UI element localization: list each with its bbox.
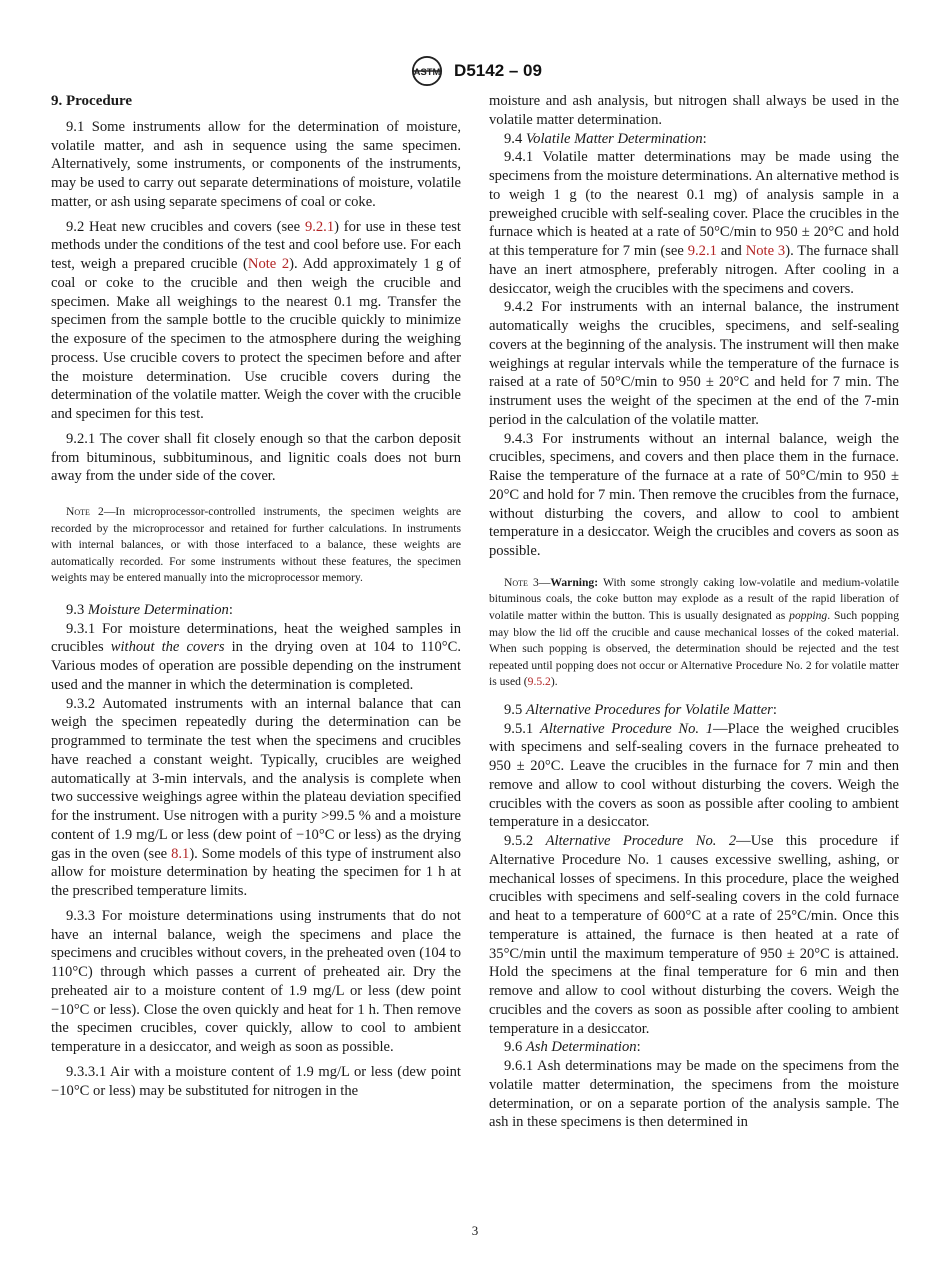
heading-9-4: 9.4 Volatile Matter Determination:	[504, 130, 707, 147]
xref-8-1[interactable]: 8.1	[171, 845, 190, 862]
xref-9-5-2[interactable]: 9.5.2	[527, 675, 551, 689]
svg-text:ASTM: ASTM	[413, 65, 441, 77]
heading-9-6: 9.6 Ash Determination:	[504, 1039, 641, 1056]
heading-9-5: 9.5 Alternative Procedures for Volatile Matter:	[504, 701, 777, 718]
xref-note-3[interactable]: Note 3	[745, 243, 786, 259]
paragraph-9-3-3-1: 9.3.3.1 Air with a moisture content of 1.9 mg/L or less (dew point −10°C or less) may be substituted for nitrogen in the	[51, 1063, 461, 1099]
xref-9-2-1-b[interactable]: 9.2.1	[687, 243, 717, 259]
section-title: 9. Procedure	[51, 93, 133, 109]
xref-9-2-1[interactable]: 9.2.1	[304, 218, 335, 235]
page-number: 3	[471, 1223, 479, 1238]
astm-logo-icon	[408, 55, 446, 87]
paragraph-9-3-3: 9.3.3 For moisture determinations using instruments that do not have an internal balance, weigh the specimens and place the specimens and crucibles without covers, in the preheated oven (104 to 110°C) through which passes a current of preheated air. Dry the preheated air to a moisture content of 1.9 mg/L or less (dew point −10°C or less). Close the oven quickly and heat for 1 h. Then remove the specimen crucibles, cover quickly, allow to cool to ambient temperature in a desiccator, and weigh as soon as possible.	[51, 907, 461, 1056]
document-id: D5142 – 09	[454, 61, 542, 80]
heading-9-3: 9.3 Moisture Determination:	[66, 601, 233, 618]
xref-note-2[interactable]: Note 2	[247, 256, 290, 272]
paragraph-9-4-3: 9.4.3 For instruments without an internal balance, weigh the crucibles, specimens, and covers and then place them in the furnace. Raise the temperature of the furnace at a rate of 50°C/min to 950 ± 20°C and hold for 7 min. Then remove the crucibles from the furnace, without disturbing the covers, and allow to cool to ambient temperature in a desiccator. Weigh the crucibles and covers as soon as possible.	[489, 430, 899, 559]
paragraph-9-2-1: 9.2.1 The cover shall fit closely enough so that the carbon deposit from bituminous, subbituminous, and lignitic coals does not burn away from the under side of the cover.	[51, 430, 461, 485]
paragraph-9-6-1: 9.6.1 Ash determinations may be made on the specimens from the volatile matter determination, the specimens from the moisture determination, or on a separate portion of the analysis sample. The ash in these specimens is then determined in	[489, 1058, 899, 1131]
paragraph-9-5-2: 9.5.2 Alternative Procedure No. 2—Use this procedure if Alternative Procedure No. 1 causes excessive swelling, ashing, or mechanical losses of specimens. In this procedure, place the weighed crucibles with specimens and self-sealing covers in the cold furnace and heat to a temperature of 600°C at a rate of 25°C/min. Once this temperature is attained, the furnace is then heated at a rate of 35°C/min until the maximum temperature of 950 ± 20°C is attained. Hold the specimens at the final temperature for 6 min and then remove and allow to cool without disturbing the covers. Weigh the crucibles and the covers as soon as possible after cooling to ambient temperature in a desiccator.	[489, 833, 899, 1037]
left-column	[51, 92, 461, 1100]
note-3: Note 3—Warning: With some strongly caking low-volatile and medium-volatile bituminous coals, the coke button may explode as a result of the rapid liberation of volatile matter within the button. This is usually designated as popping. Such popping may blow the lid off the crucible and cause mechanical losses of the coked material. When such popping is observed, the determination should be rejected and the test repeated until popping does not occur or Alternative Procedure No. 2 for volatile matter is used (9.5.2).	[489, 575, 899, 689]
right-column	[489, 92, 899, 1132]
note-2: Note 2—In microprocessor-controlled instruments, the specimen weights are recorded by the microprocessor and retained for further calculations. In instruments with internal balances, or with those interfaced to a balance, these weights are automatically recorded. For some instruments without these features, the specimen weights may be entered manually into the microprocessor memory.	[51, 505, 461, 585]
paragraph-9-3-1: 9.3.1 For moisture determinations, heat the weighed samples in crucibles without the covers in the drying oven at 104 to 110°C. Various modes of operation are possible depending on the instrument used and the manner in which the determination is completed.	[51, 620, 461, 693]
page-header	[0, 54, 950, 88]
paragraph-continued: moisture and ash analysis, but nitrogen shall always be used in the volatile matter determination.	[489, 93, 899, 128]
paragraph-9-4-1: 9.4.1 Volatile matter determinations may be made using the specimens from the moisture determinations. An alternative method is to weigh 1 g (to the nearest 0.1 mg) of analysis sample in a preweighed crucible with self-sealing cover. Place the crucibles in the furnace which is heated at a rate of 50°C/min to 950 ± 20°C and hold at this temperature for 7 min (see 9.2.1 and Note 3). The furnace shall have an inert atmosphere, preferably nitrogen. After cooling in a desiccator, weigh the crucibles with the specimens and covers.	[489, 149, 899, 297]
paragraph-9-3-2: 9.3.2 Automated instruments with an internal balance that can weigh the specimen repeatedly during the determination can be programmed to terminate the test when the specimens and crucibles have reached a constant weight. Typically, crucibles are weighed automatically at 3-min intervals, and the analysis is complete when two successive weighings agree within the plateau deviation specified for the instrument. Use nitrogen with a purity >99.5 % and a moisture content of 1.9 mg/L or less (dew point of −10°C or less) as the drying gas in the oven (see 8.1). Some models of this type of instrument also allow for moisture determination by heating the specimen for 1 h at the prescribed temperature limits.	[51, 695, 461, 900]
paragraph-9-4-2: 9.4.2 For instruments with an internal balance, the instrument automatically weighs the crucibles, specimens, and self-sealing covers at the beginning of the analysis. The instrument will then make weighings at regular intervals while the temperature of the furnace is raised at a rate of 50°C/min to 950 ± 20°C and held for 7 min. The instrument uses the weight of the specimen at the end of the 7-min period in the calculation of the volatile matter.	[489, 299, 899, 428]
paragraph-9-5-1: 9.5.1 Alternative Procedure No. 1—Place the weighed crucibles with specimens and self-sealing covers in the furnace preheated to 950 ± 20°C. Leave the crucibles in the furnace for 7 min and then remove and allow to cool without disturbing the covers. Weigh the crucibles with the covers as soon as possible after cooling to ambient temperature in a desiccator.	[489, 720, 899, 831]
paragraph-9-1: 9.1 Some instruments allow for the determination of moisture, volatile matter, and ash in sequence using the same specimen. Alternatively, some instruments, or components of the instruments, may be used to carry out separate determinations of moisture, volatile matter, or ash using separate specimens of coal or coke.	[51, 118, 461, 210]
paragraph-9-2: 9.2 Heat new crucibles and covers (see 9.2.1) for use in these test methods under the conditions of the test and cool before use. For each test, weigh a prepared crucible (Note 2). Add approximately 1 g of coal or coke to the crucible and then weigh the crucible and specimen. Make all weighings to the nearest 0.1 mg. Transfer the specimen from the sample bottle to the crucible quickly to minimize the exposure of the specimen to the atmosphere during the weighing process. Use crucible covers to protect the specimen before and after the moisture determination. Use crucible covers during the determination of the volatile matter. Weigh the cover with the crucible and specimen for this test.	[51, 218, 461, 422]
